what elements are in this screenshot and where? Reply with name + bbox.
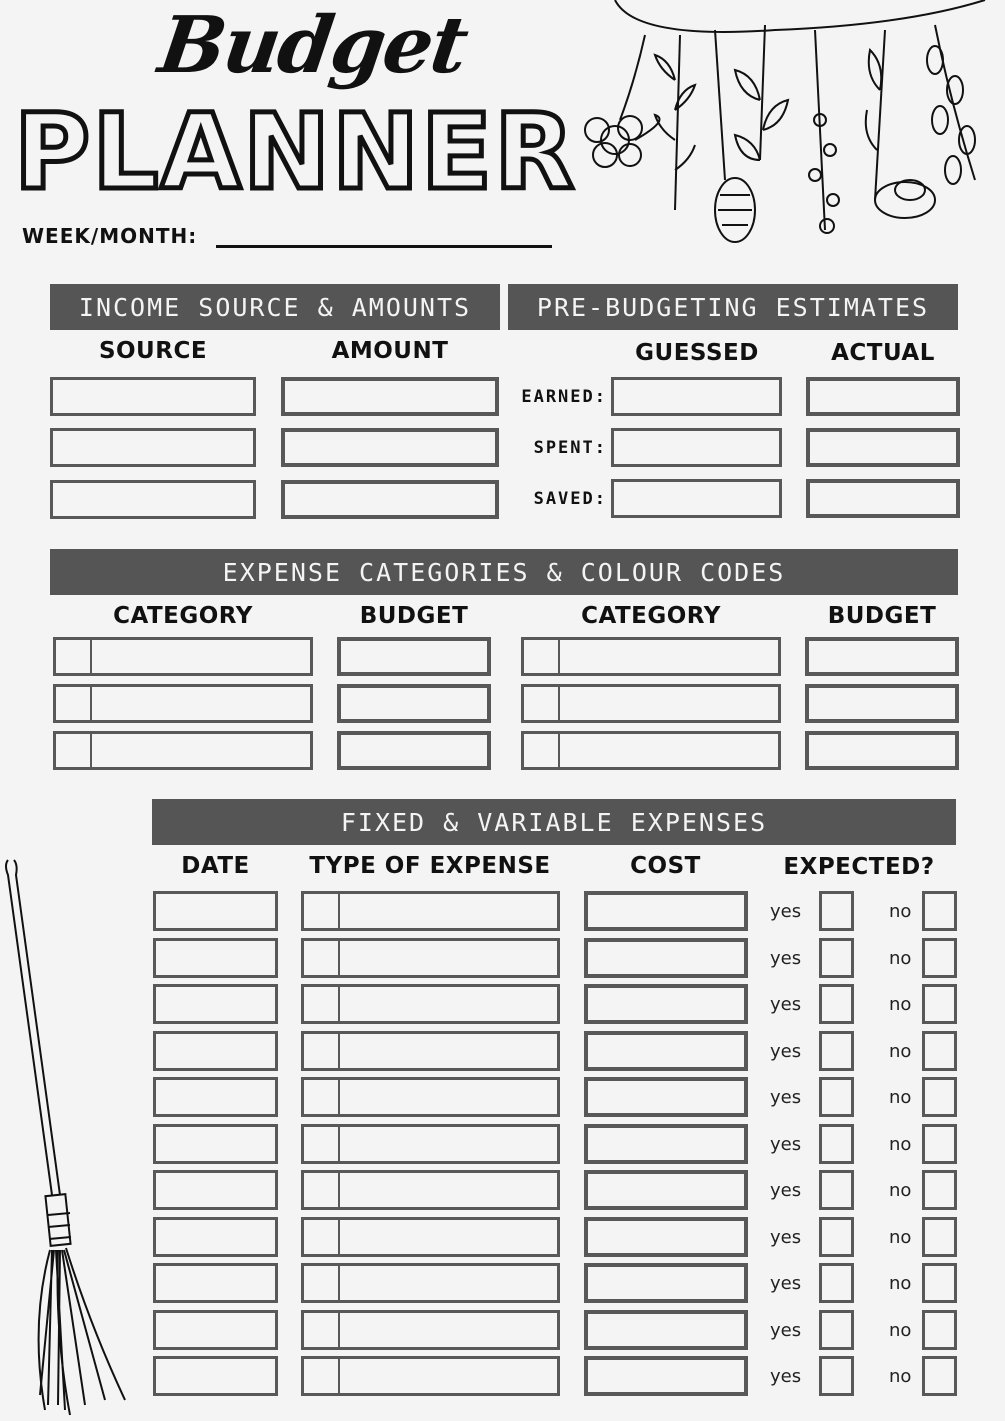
expected-yes-checkbox[interactable]: [819, 1170, 854, 1210]
spent-guessed-field[interactable]: [611, 428, 782, 467]
colour-code-swatch[interactable]: [56, 640, 92, 673]
colour-code-swatch[interactable]: [304, 1359, 340, 1393]
expected-no-checkbox[interactable]: [922, 984, 957, 1024]
category-field[interactable]: [53, 731, 313, 770]
colour-code-swatch[interactable]: [304, 1220, 340, 1254]
colour-code-swatch[interactable]: [304, 1034, 340, 1068]
expected-yes-checkbox[interactable]: [819, 1124, 854, 1164]
yes-label: yes: [770, 1273, 802, 1294]
expense-type-field[interactable]: [301, 1031, 560, 1071]
expense-date-field[interactable]: [153, 1170, 278, 1210]
expense-cost-field[interactable]: [584, 891, 748, 931]
colour-code-swatch[interactable]: [304, 894, 340, 928]
yes-label: yes: [770, 1366, 802, 1387]
colour-code-swatch[interactable]: [524, 640, 560, 673]
colour-code-swatch[interactable]: [304, 1313, 340, 1347]
expected-no-checkbox[interactable]: [922, 891, 957, 931]
no-label: no: [889, 1180, 912, 1201]
budget-column-header: BUDGET: [827, 603, 937, 629]
earned-actual-field[interactable]: [806, 377, 960, 416]
no-label: no: [889, 1273, 912, 1294]
week-month-field[interactable]: [216, 245, 552, 248]
colour-code-swatch[interactable]: [304, 1173, 340, 1207]
category-field[interactable]: [521, 637, 781, 676]
expected-yes-checkbox[interactable]: [819, 1217, 854, 1257]
no-label: no: [889, 1366, 912, 1387]
expense-type-field[interactable]: [301, 1217, 560, 1257]
expense-type-field[interactable]: [301, 1170, 560, 1210]
expense-type-field[interactable]: [301, 984, 560, 1024]
cost-column-header: COST: [630, 853, 701, 879]
yes-label: yes: [770, 1134, 802, 1155]
no-label: no: [889, 948, 912, 969]
category-budget-field[interactable]: [805, 684, 959, 723]
expected-no-checkbox[interactable]: [922, 1077, 957, 1117]
expense-date-field[interactable]: [153, 1310, 278, 1350]
guessed-column-header: GUESSED: [635, 340, 759, 366]
expected-yes-checkbox[interactable]: [819, 938, 854, 978]
expected-yes-checkbox[interactable]: [819, 1263, 854, 1303]
broom-icon: [0, 855, 140, 1421]
no-label: no: [889, 1227, 912, 1248]
expected-yes-checkbox[interactable]: [819, 1077, 854, 1117]
yes-label: yes: [770, 994, 802, 1015]
category-budget-field[interactable]: [337, 731, 491, 770]
expense-date-field[interactable]: [153, 984, 278, 1024]
budget-column-header: BUDGET: [359, 603, 469, 629]
expected-yes-checkbox[interactable]: [819, 1031, 854, 1071]
no-label: no: [889, 901, 912, 922]
expected-no-checkbox[interactable]: [922, 1031, 957, 1071]
yes-label: yes: [770, 948, 802, 969]
category-field[interactable]: [53, 637, 313, 676]
yes-label: yes: [770, 1180, 802, 1201]
yes-label: yes: [770, 1320, 802, 1341]
expense-cost-field[interactable]: [584, 1310, 748, 1350]
expense-date-field[interactable]: [153, 1124, 278, 1164]
income-amount-field[interactable]: [281, 377, 499, 416]
expense-cost-field[interactable]: [584, 1356, 748, 1396]
actual-column-header: ACTUAL: [831, 340, 935, 366]
categories-banner: EXPENSE CATEGORIES & COLOUR CODES: [50, 549, 958, 595]
type-column-header: TYPE OF EXPENSE: [309, 853, 551, 879]
colour-code-swatch[interactable]: [304, 941, 340, 975]
category-field[interactable]: [521, 731, 781, 770]
income-source-field[interactable]: [50, 428, 256, 467]
expense-type-field[interactable]: [301, 938, 560, 978]
expected-no-checkbox[interactable]: [922, 1356, 957, 1396]
expenses-banner: FIXED & VARIABLE EXPENSES: [152, 799, 956, 845]
spent-actual-field[interactable]: [806, 428, 960, 467]
income-banner: INCOME SOURCE & AMOUNTS: [50, 284, 500, 330]
yes-label: yes: [770, 1041, 802, 1062]
expense-cost-field[interactable]: [584, 938, 748, 978]
expense-cost-field[interactable]: [584, 1031, 748, 1071]
category-budget-field[interactable]: [805, 731, 959, 770]
earned-guessed-field[interactable]: [611, 377, 782, 416]
yes-label: yes: [770, 901, 802, 922]
expense-type-field[interactable]: [301, 1124, 560, 1164]
income-amount-field[interactable]: [281, 480, 499, 519]
saved-label: SAVED:: [533, 489, 607, 509]
colour-code-swatch[interactable]: [56, 687, 92, 720]
colour-code-swatch[interactable]: [524, 734, 560, 767]
date-column-header: DATE: [181, 853, 250, 879]
income-source-field[interactable]: [50, 480, 256, 519]
category-budget-field[interactable]: [805, 637, 959, 676]
colour-code-swatch[interactable]: [304, 1080, 340, 1114]
category-field[interactable]: [521, 684, 781, 723]
expense-type-field[interactable]: [301, 1263, 560, 1303]
earned-label: EARNED:: [521, 387, 607, 407]
colour-code-swatch[interactable]: [304, 1127, 340, 1161]
expense-cost-field[interactable]: [584, 984, 748, 1024]
expense-cost-field[interactable]: [584, 1077, 748, 1117]
saved-guessed-field[interactable]: [611, 479, 782, 518]
income-amount-field[interactable]: [281, 428, 499, 467]
estimates-banner: PRE-BUDGETING ESTIMATES: [508, 284, 958, 330]
category-field[interactable]: [53, 684, 313, 723]
no-label: no: [889, 1087, 912, 1108]
category-column-header: CATEGORY: [581, 603, 721, 629]
expense-cost-field[interactable]: [584, 1217, 748, 1257]
income-source-field[interactable]: [50, 377, 256, 416]
yes-label: yes: [770, 1087, 802, 1108]
expense-date-field[interactable]: [153, 891, 278, 931]
yes-label: yes: [770, 1227, 802, 1248]
no-label: no: [889, 1320, 912, 1341]
hanging-flowers-icon: [575, 0, 995, 260]
category-budget-field[interactable]: [337, 637, 491, 676]
expected-yes-checkbox[interactable]: [819, 1356, 854, 1396]
expense-date-field[interactable]: [153, 938, 278, 978]
no-label: no: [889, 1041, 912, 1062]
no-label: no: [889, 1134, 912, 1155]
expense-date-field[interactable]: [153, 1356, 278, 1396]
script-title: Budget: [153, 0, 472, 91]
expected-yes-checkbox[interactable]: [819, 891, 854, 931]
expense-type-field[interactable]: [301, 891, 560, 931]
expense-cost-field[interactable]: [584, 1170, 748, 1210]
colour-code-swatch[interactable]: [524, 687, 560, 720]
expected-no-checkbox[interactable]: [922, 1310, 957, 1350]
colour-code-swatch[interactable]: [304, 987, 340, 1021]
expected-no-checkbox[interactable]: [922, 1170, 957, 1210]
expense-type-field[interactable]: [301, 1310, 560, 1350]
expected-no-checkbox[interactable]: [922, 1217, 957, 1257]
category-budget-field[interactable]: [337, 684, 491, 723]
expected-yes-checkbox[interactable]: [819, 1310, 854, 1350]
expected-no-checkbox[interactable]: [922, 1263, 957, 1303]
week-month-label: WEEK/MONTH:: [22, 224, 198, 248]
expected-yes-checkbox[interactable]: [819, 984, 854, 1024]
saved-actual-field[interactable]: [806, 479, 960, 518]
expected-no-checkbox[interactable]: [922, 1124, 957, 1164]
colour-code-swatch[interactable]: [304, 1266, 340, 1300]
spent-label: SPENT:: [533, 438, 607, 458]
expense-cost-field[interactable]: [584, 1124, 748, 1164]
amount-column-header: AMOUNT: [331, 338, 449, 364]
colour-code-swatch[interactable]: [56, 734, 92, 767]
expense-date-field[interactable]: [153, 1077, 278, 1117]
page-title: PLANNER: [14, 91, 577, 213]
expense-type-field[interactable]: [301, 1077, 560, 1117]
category-column-header: CATEGORY: [113, 603, 253, 629]
expense-date-field[interactable]: [153, 1031, 278, 1071]
no-label: no: [889, 994, 912, 1015]
expected-column-header: EXPECTED?: [783, 854, 935, 880]
expense-date-field[interactable]: [153, 1263, 278, 1303]
expense-cost-field[interactable]: [584, 1263, 748, 1303]
source-column-header: SOURCE: [98, 338, 208, 364]
expense-type-field[interactable]: [301, 1356, 560, 1396]
expected-no-checkbox[interactable]: [922, 938, 957, 978]
expense-date-field[interactable]: [153, 1217, 278, 1257]
